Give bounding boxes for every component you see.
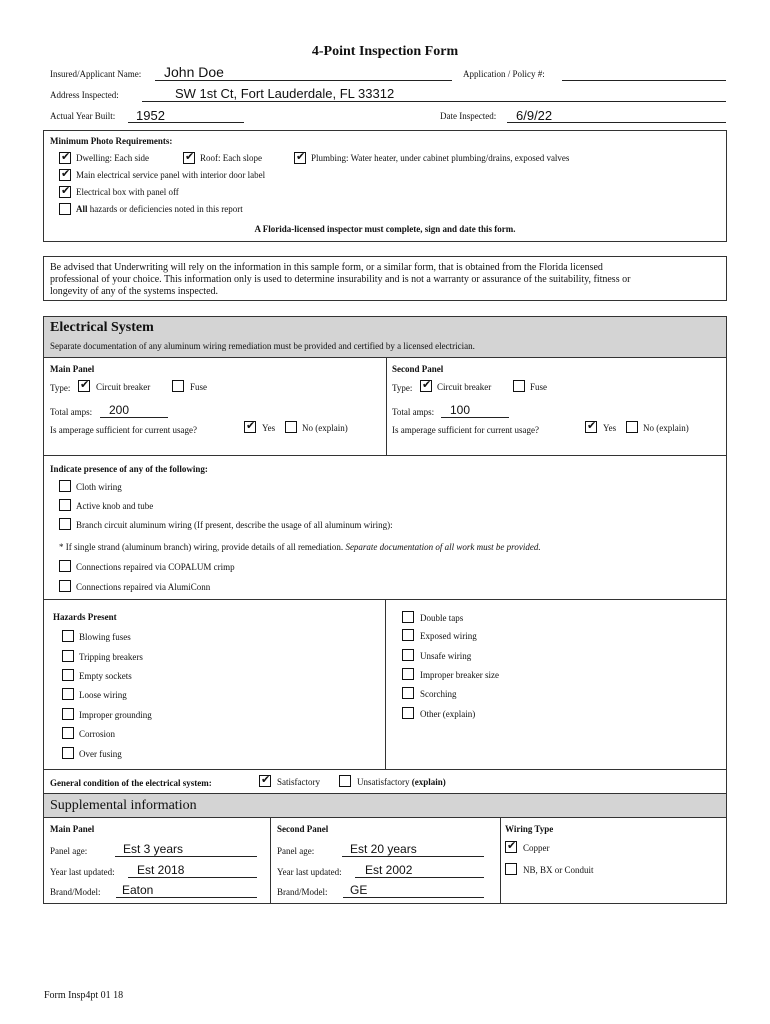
- main-yes-label: Yes: [262, 423, 276, 433]
- hazard-left-checkbox[interactable]: [62, 688, 74, 700]
- check-icon: ✔: [185, 150, 195, 163]
- photo-requirements-title: Minimum Photo Requirements:: [50, 136, 173, 146]
- condition-label: General condition of the electrical system:: [50, 778, 212, 788]
- supp-main-age-value[interactable]: Est 3 years: [123, 842, 184, 856]
- satisfactory-label: Satisfactory: [277, 777, 320, 787]
- hazard-left-checkbox[interactable]: [62, 650, 74, 662]
- panels-divider: [386, 357, 387, 456]
- form-title: 4-Point Inspection Form: [311, 44, 459, 59]
- supplemental-title: Supplemental information: [50, 798, 197, 813]
- main-breaker-checkbox[interactable]: [78, 380, 90, 392]
- supp-main-brand-line: [116, 897, 257, 898]
- hazard-right-label: Other (explain): [420, 709, 476, 719]
- hazard-left-checkbox[interactable]: [62, 630, 74, 642]
- address-value[interactable]: SW 1st Ct, Fort Lauderdale, FL 33312: [175, 86, 395, 101]
- second-no-label: No (explain): [643, 423, 689, 433]
- all-hazards-rest: hazards or deficiencies noted in this report: [89, 204, 243, 214]
- supp-second-title: Second Panel: [277, 824, 329, 834]
- hazard-right-checkbox[interactable]: [402, 649, 414, 661]
- policy-line: [562, 80, 726, 81]
- panels-section: [43, 357, 727, 456]
- copper-label: Copper: [523, 843, 550, 853]
- main-amps-label: Total amps:: [50, 407, 93, 417]
- hazard-right-checkbox[interactable]: [402, 629, 414, 641]
- hazard-left-checkbox[interactable]: [62, 669, 74, 681]
- presence-title: Indicate presence of any of the following:: [50, 464, 208, 474]
- second-amps-value[interactable]: 100: [450, 403, 471, 417]
- single-strand-note-plain: * If single strand (aluminum branch) wiring, provide details of all remediation.: [59, 542, 344, 552]
- cloth-wiring-label: Cloth wiring: [76, 482, 122, 492]
- all-hazards-checkbox[interactable]: [59, 203, 71, 215]
- main-yes-checkbox[interactable]: [244, 421, 256, 433]
- dwelling-checkbox[interactable]: [59, 152, 71, 164]
- check-icon: ✔: [587, 419, 597, 432]
- copper-checkbox[interactable]: [505, 841, 517, 853]
- electrical-box-label: Electrical box with panel off: [76, 187, 179, 197]
- second-panel-title: Second Panel: [392, 364, 444, 374]
- hazard-left-checkbox[interactable]: [62, 747, 74, 759]
- address-line: [142, 101, 726, 102]
- electrical-title: Electrical System: [50, 320, 154, 335]
- second-yes-label: Yes: [603, 423, 617, 433]
- branch-aluminum-label: Branch circuit aluminum wiring (If present, describe the usage of all aluminum wiring):: [76, 520, 393, 530]
- supp-second-brand-value[interactable]: GE: [350, 883, 368, 897]
- supplemental-divider-1: [270, 817, 271, 904]
- second-no-checkbox[interactable]: [626, 421, 638, 433]
- supp-main-brand-value[interactable]: Eaton: [122, 883, 154, 897]
- hazard-right-label: Scorching: [420, 689, 457, 699]
- supp-second-age-value[interactable]: Est 20 years: [350, 842, 417, 856]
- main-panel-photo-label: Main electrical service panel with interior door label: [76, 170, 266, 180]
- supp-second-age-line: [342, 856, 484, 857]
- hazard-left-label: Empty sockets: [79, 671, 132, 681]
- check-icon: ✔: [61, 150, 71, 163]
- main-fuse-checkbox[interactable]: [172, 380, 184, 392]
- address-label: Address Inspected:: [50, 90, 119, 100]
- roof-checkbox[interactable]: [183, 152, 195, 164]
- check-icon: ✔: [61, 184, 71, 197]
- alumiconn-label: Connections repaired via AlumiConn: [76, 582, 211, 592]
- hazard-left-label: Corrosion: [79, 729, 115, 739]
- branch-aluminum-checkbox[interactable]: [59, 518, 71, 530]
- check-icon: ✔: [261, 773, 271, 786]
- plumbing-label: Plumbing: Water heater, under cabinet plumbing/drains, exposed valves: [311, 153, 570, 163]
- second-amps-line: [441, 417, 509, 418]
- check-icon: ✔: [296, 150, 306, 163]
- supp-main-updated-line: [128, 877, 257, 878]
- main-no-checkbox[interactable]: [285, 421, 297, 433]
- main-amps-line: [100, 417, 168, 418]
- advisory-line-1: Be advised that Underwriting will rely on the information in this sample form, or a similar form, that is obtained from the Florida licensed: [50, 262, 603, 273]
- knob-tube-checkbox[interactable]: [59, 499, 71, 511]
- hazard-right-checkbox[interactable]: [402, 611, 414, 623]
- unsatisfactory-checkbox[interactable]: [339, 775, 351, 787]
- second-breaker-checkbox[interactable]: [420, 380, 432, 392]
- supp-main-age-label: Panel age:: [50, 846, 88, 856]
- applicant-name-value[interactable]: John Doe: [164, 64, 224, 80]
- second-amps-label: Total amps:: [392, 407, 435, 417]
- main-no-label: No (explain): [302, 423, 348, 433]
- satisfactory-checkbox[interactable]: [259, 775, 271, 787]
- second-fuse-label: Fuse: [530, 382, 548, 392]
- applicant-name-label: Insured/Applicant Name:: [50, 69, 142, 79]
- nb-bx-conduit-label: NB, BX or Conduit: [523, 865, 594, 875]
- second-panel-type-label: Type:: [392, 383, 413, 393]
- dwelling-label: Dwelling: Each side: [76, 153, 149, 163]
- unsatisfactory-explain: (explain): [411, 777, 446, 787]
- nb-bx-conduit-checkbox[interactable]: [505, 863, 517, 875]
- alumiconn-checkbox[interactable]: [59, 580, 71, 592]
- hazards-title: Hazards Present: [53, 612, 117, 622]
- plumbing-checkbox[interactable]: [294, 152, 306, 164]
- hazard-left-label: Over fusing: [79, 749, 122, 759]
- year-built-value[interactable]: 1952: [136, 108, 165, 123]
- hazard-right-label: Unsafe wiring: [420, 651, 472, 661]
- hazards-divider: [385, 599, 386, 770]
- hazard-right-label: Exposed wiring: [420, 631, 477, 641]
- hazard-left-label: Improper grounding: [79, 710, 152, 720]
- supp-second-brand-label: Brand/Model:: [277, 887, 328, 897]
- supp-second-brand-line: [343, 897, 484, 898]
- second-breaker-label: Circuit breaker: [437, 382, 492, 392]
- advisory-line-3: longevity of any of the systems inspected.: [50, 286, 219, 297]
- hazard-left-label: Loose wiring: [79, 690, 127, 700]
- copalum-checkbox[interactable]: [59, 560, 71, 572]
- hazard-right-label: Improper breaker size: [420, 670, 499, 680]
- copalum-label: Connections repaired via COPALUM crimp: [76, 562, 235, 572]
- main-panel-type-label: Type:: [50, 383, 71, 393]
- date-inspected-label: Date Inspected:: [440, 111, 497, 121]
- unsatisfactory-label: [357, 777, 446, 787]
- single-strand-note-italic: Separate documentation of all work must be provided.: [345, 542, 541, 552]
- unsatisfactory-text: Unsatisfactory: [357, 777, 410, 787]
- main-amps-value[interactable]: 200: [109, 403, 130, 417]
- wiring-type-title: Wiring Type: [505, 824, 554, 834]
- main-panel-title: Main Panel: [50, 364, 95, 374]
- hazard-left-checkbox[interactable]: [62, 708, 74, 720]
- check-icon: ✔: [422, 378, 432, 391]
- second-yes-checkbox[interactable]: [585, 421, 597, 433]
- electrical-box-checkbox[interactable]: [59, 186, 71, 198]
- advisory-line-2: professional of your choice. This information only is used to determine insurability and is not a warranty or assurance of the suitability, fitness or: [50, 274, 631, 285]
- supp-second-updated-value[interactable]: Est 2002: [365, 863, 413, 877]
- policy-label: Application / Policy #:: [463, 69, 545, 79]
- form-id: Form Insp4pt 01 18: [44, 990, 124, 1001]
- second-sufficient-label: Is amperage sufficient for current usage?: [392, 425, 540, 435]
- check-icon: ✔: [507, 839, 517, 852]
- single-strand-note: [59, 542, 541, 552]
- inspector-note: A Florida-licensed inspector must complete, sign and date this form.: [254, 224, 516, 234]
- applicant-name-line: [155, 80, 452, 81]
- hazard-right-label: Double taps: [420, 613, 464, 623]
- supp-main-updated-value[interactable]: Est 2018: [137, 863, 185, 877]
- roof-label: Roof: Each slope: [200, 153, 262, 163]
- hazard-right-checkbox[interactable]: [402, 687, 414, 699]
- supplemental-divider-2: [500, 817, 501, 904]
- second-fuse-checkbox[interactable]: [513, 380, 525, 392]
- hazard-left-label: Blowing fuses: [79, 632, 131, 642]
- hazard-left-checkbox[interactable]: [62, 727, 74, 739]
- supp-second-updated-label: Year last updated:: [277, 867, 342, 877]
- supp-main-age-line: [115, 856, 257, 857]
- date-inspected-line: [507, 122, 726, 123]
- main-sufficient-label: Is amperage sufficient for current usage?: [50, 425, 198, 435]
- main-panel-photo-checkbox[interactable]: [59, 169, 71, 181]
- check-icon: ✔: [246, 419, 256, 432]
- hazard-right-checkbox[interactable]: [402, 668, 414, 680]
- electrical-subtitle: Separate documentation of any aluminum wiring remediation must be provided and certified by a licensed electrician.: [50, 341, 475, 351]
- date-inspected-value[interactable]: 6/9/22: [516, 108, 553, 123]
- cloth-wiring-checkbox[interactable]: [59, 480, 71, 492]
- supp-main-title: Main Panel: [50, 824, 95, 834]
- supp-main-updated-label: Year last updated:: [50, 867, 115, 877]
- supp-second-updated-line: [355, 877, 484, 878]
- supp-main-brand-label: Brand/Model:: [50, 887, 101, 897]
- knob-tube-label: Active knob and tube: [76, 501, 154, 511]
- hazard-left-label: Tripping breakers: [79, 652, 143, 662]
- main-fuse-label: Fuse: [190, 382, 208, 392]
- main-breaker-label: Circuit breaker: [96, 382, 151, 392]
- all-hazards-label: [76, 204, 243, 214]
- year-built-line: [128, 122, 244, 123]
- all-hazards-bold: All: [76, 204, 88, 214]
- check-icon: ✔: [80, 378, 90, 391]
- supp-second-age-label: Panel age:: [277, 846, 315, 856]
- hazard-right-checkbox[interactable]: [402, 707, 414, 719]
- check-icon: ✔: [61, 167, 71, 180]
- year-built-label: Actual Year Built:: [50, 111, 116, 121]
